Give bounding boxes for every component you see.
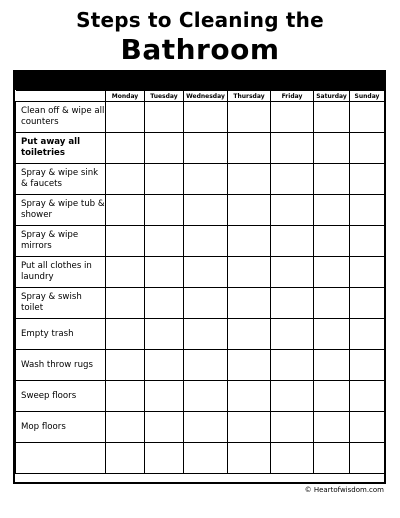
check-cell[interactable] bbox=[184, 195, 228, 226]
task-label: Spray & swish toilet bbox=[16, 288, 106, 319]
check-cell[interactable] bbox=[145, 195, 184, 226]
task-row bbox=[16, 319, 385, 350]
check-cell[interactable] bbox=[314, 319, 350, 350]
day-header-wednesday: Wednesday bbox=[184, 91, 228, 102]
check-cell[interactable] bbox=[314, 288, 350, 319]
check-cell[interactable] bbox=[184, 133, 228, 164]
check-cell[interactable] bbox=[184, 288, 228, 319]
check-cell[interactable] bbox=[106, 195, 145, 226]
chart-header-bar bbox=[15, 72, 384, 90]
day-header-friday: Friday bbox=[271, 91, 314, 102]
task-label: Empty trash bbox=[16, 319, 106, 350]
check-cell[interactable] bbox=[228, 102, 271, 133]
schedule-table bbox=[15, 90, 385, 474]
check-cell[interactable] bbox=[228, 164, 271, 195]
check-cell[interactable] bbox=[184, 350, 228, 381]
task-label: Put all clothes in laundry bbox=[16, 257, 106, 288]
check-cell[interactable] bbox=[350, 350, 385, 381]
check-cell[interactable] bbox=[228, 257, 271, 288]
check-cell[interactable] bbox=[271, 288, 314, 319]
check-cell[interactable] bbox=[350, 102, 385, 133]
check-cell[interactable] bbox=[350, 381, 385, 412]
check-cell[interactable] bbox=[314, 257, 350, 288]
task-row bbox=[16, 133, 385, 164]
task-row bbox=[16, 288, 385, 319]
check-cell[interactable] bbox=[314, 102, 350, 133]
check-cell[interactable] bbox=[106, 288, 145, 319]
task-label: Sweep floors bbox=[16, 381, 106, 412]
task-row bbox=[16, 226, 385, 257]
check-cell[interactable] bbox=[271, 164, 314, 195]
day-header-sunday: Sunday bbox=[350, 91, 385, 102]
day-header-tuesday: Tuesday bbox=[145, 91, 184, 102]
check-cell[interactable] bbox=[145, 226, 184, 257]
task-row bbox=[16, 412, 385, 443]
day-header-monday: Monday bbox=[106, 91, 145, 102]
check-cell[interactable] bbox=[271, 443, 314, 474]
check-cell[interactable] bbox=[228, 319, 271, 350]
check-cell[interactable] bbox=[314, 443, 350, 474]
check-cell[interactable] bbox=[228, 350, 271, 381]
check-cell[interactable] bbox=[106, 319, 145, 350]
check-cell[interactable] bbox=[350, 319, 385, 350]
title-line-2: Bathroom bbox=[120, 33, 280, 66]
check-cell[interactable] bbox=[145, 257, 184, 288]
check-cell[interactable] bbox=[350, 226, 385, 257]
check-cell[interactable] bbox=[271, 133, 314, 164]
check-cell[interactable] bbox=[228, 443, 271, 474]
check-cell[interactable] bbox=[106, 226, 145, 257]
task-label: Spray & wipe tub & shower bbox=[16, 195, 106, 226]
check-cell[interactable] bbox=[106, 164, 145, 195]
check-cell[interactable] bbox=[184, 226, 228, 257]
check-cell[interactable] bbox=[228, 133, 271, 164]
task-label: Wash throw rugs bbox=[16, 350, 106, 381]
check-cell[interactable] bbox=[106, 102, 145, 133]
corner-cell bbox=[16, 91, 106, 102]
task-label: Spray & wipe mirrors bbox=[16, 226, 106, 257]
check-cell[interactable] bbox=[350, 288, 385, 319]
check-cell[interactable] bbox=[106, 133, 145, 164]
check-cell[interactable] bbox=[314, 195, 350, 226]
day-header-row bbox=[16, 91, 385, 102]
check-cell[interactable] bbox=[145, 412, 184, 443]
title-line-1: Steps to Cleaning the bbox=[76, 8, 324, 32]
check-cell[interactable] bbox=[228, 288, 271, 319]
task-label: Put away all toiletries bbox=[16, 133, 106, 164]
check-cell[interactable] bbox=[184, 443, 228, 474]
task-label: Spray & wipe sink & faucets bbox=[16, 164, 106, 195]
check-cell[interactable] bbox=[314, 164, 350, 195]
check-cell[interactable] bbox=[184, 257, 228, 288]
check-cell[interactable] bbox=[350, 257, 385, 288]
check-cell[interactable] bbox=[145, 133, 184, 164]
check-cell[interactable] bbox=[184, 164, 228, 195]
check-cell[interactable] bbox=[145, 319, 184, 350]
check-cell[interactable] bbox=[314, 350, 350, 381]
check-cell[interactable] bbox=[228, 226, 271, 257]
check-cell[interactable] bbox=[106, 350, 145, 381]
day-header-thursday: Thursday bbox=[228, 91, 271, 102]
task-row bbox=[16, 102, 385, 133]
check-cell[interactable] bbox=[145, 350, 184, 381]
check-cell[interactable] bbox=[350, 412, 385, 443]
task-row bbox=[16, 195, 385, 226]
check-cell[interactable] bbox=[145, 381, 184, 412]
check-cell[interactable] bbox=[350, 443, 385, 474]
check-cell[interactable] bbox=[228, 195, 271, 226]
task-label bbox=[16, 443, 106, 474]
check-cell[interactable] bbox=[271, 350, 314, 381]
check-cell[interactable] bbox=[184, 412, 228, 443]
day-header-saturday: Saturday bbox=[314, 91, 350, 102]
copyright-footer: © Heartofwisdom.com bbox=[304, 486, 384, 494]
check-cell[interactable] bbox=[271, 381, 314, 412]
check-cell[interactable] bbox=[350, 195, 385, 226]
check-cell[interactable] bbox=[271, 319, 314, 350]
check-cell[interactable] bbox=[106, 443, 145, 474]
check-cell[interactable] bbox=[184, 102, 228, 133]
check-cell[interactable] bbox=[271, 412, 314, 443]
check-cell[interactable] bbox=[145, 164, 184, 195]
check-cell[interactable] bbox=[350, 164, 385, 195]
task-row bbox=[16, 443, 385, 474]
check-cell[interactable] bbox=[145, 288, 184, 319]
task-row bbox=[16, 350, 385, 381]
check-cell[interactable] bbox=[271, 102, 314, 133]
check-cell[interactable] bbox=[145, 102, 184, 133]
check-cell[interactable] bbox=[271, 257, 314, 288]
check-cell[interactable] bbox=[314, 226, 350, 257]
task-row bbox=[16, 257, 385, 288]
cleaning-chart bbox=[13, 70, 386, 484]
task-row bbox=[16, 381, 385, 412]
check-cell[interactable] bbox=[106, 257, 145, 288]
task-label: Mop floors bbox=[16, 412, 106, 443]
check-cell[interactable] bbox=[106, 412, 145, 443]
task-label: Clean off & wipe all counters bbox=[16, 102, 106, 133]
check-cell[interactable] bbox=[184, 319, 228, 350]
check-cell[interactable] bbox=[271, 195, 314, 226]
check-cell[interactable] bbox=[228, 381, 271, 412]
check-cell[interactable] bbox=[314, 133, 350, 164]
check-cell[interactable] bbox=[314, 412, 350, 443]
task-row bbox=[16, 164, 385, 195]
check-cell[interactable] bbox=[314, 381, 350, 412]
check-cell[interactable] bbox=[145, 443, 184, 474]
check-cell[interactable] bbox=[228, 412, 271, 443]
check-cell[interactable] bbox=[106, 381, 145, 412]
check-cell[interactable] bbox=[350, 133, 385, 164]
check-cell[interactable] bbox=[184, 381, 228, 412]
check-cell[interactable] bbox=[271, 226, 314, 257]
